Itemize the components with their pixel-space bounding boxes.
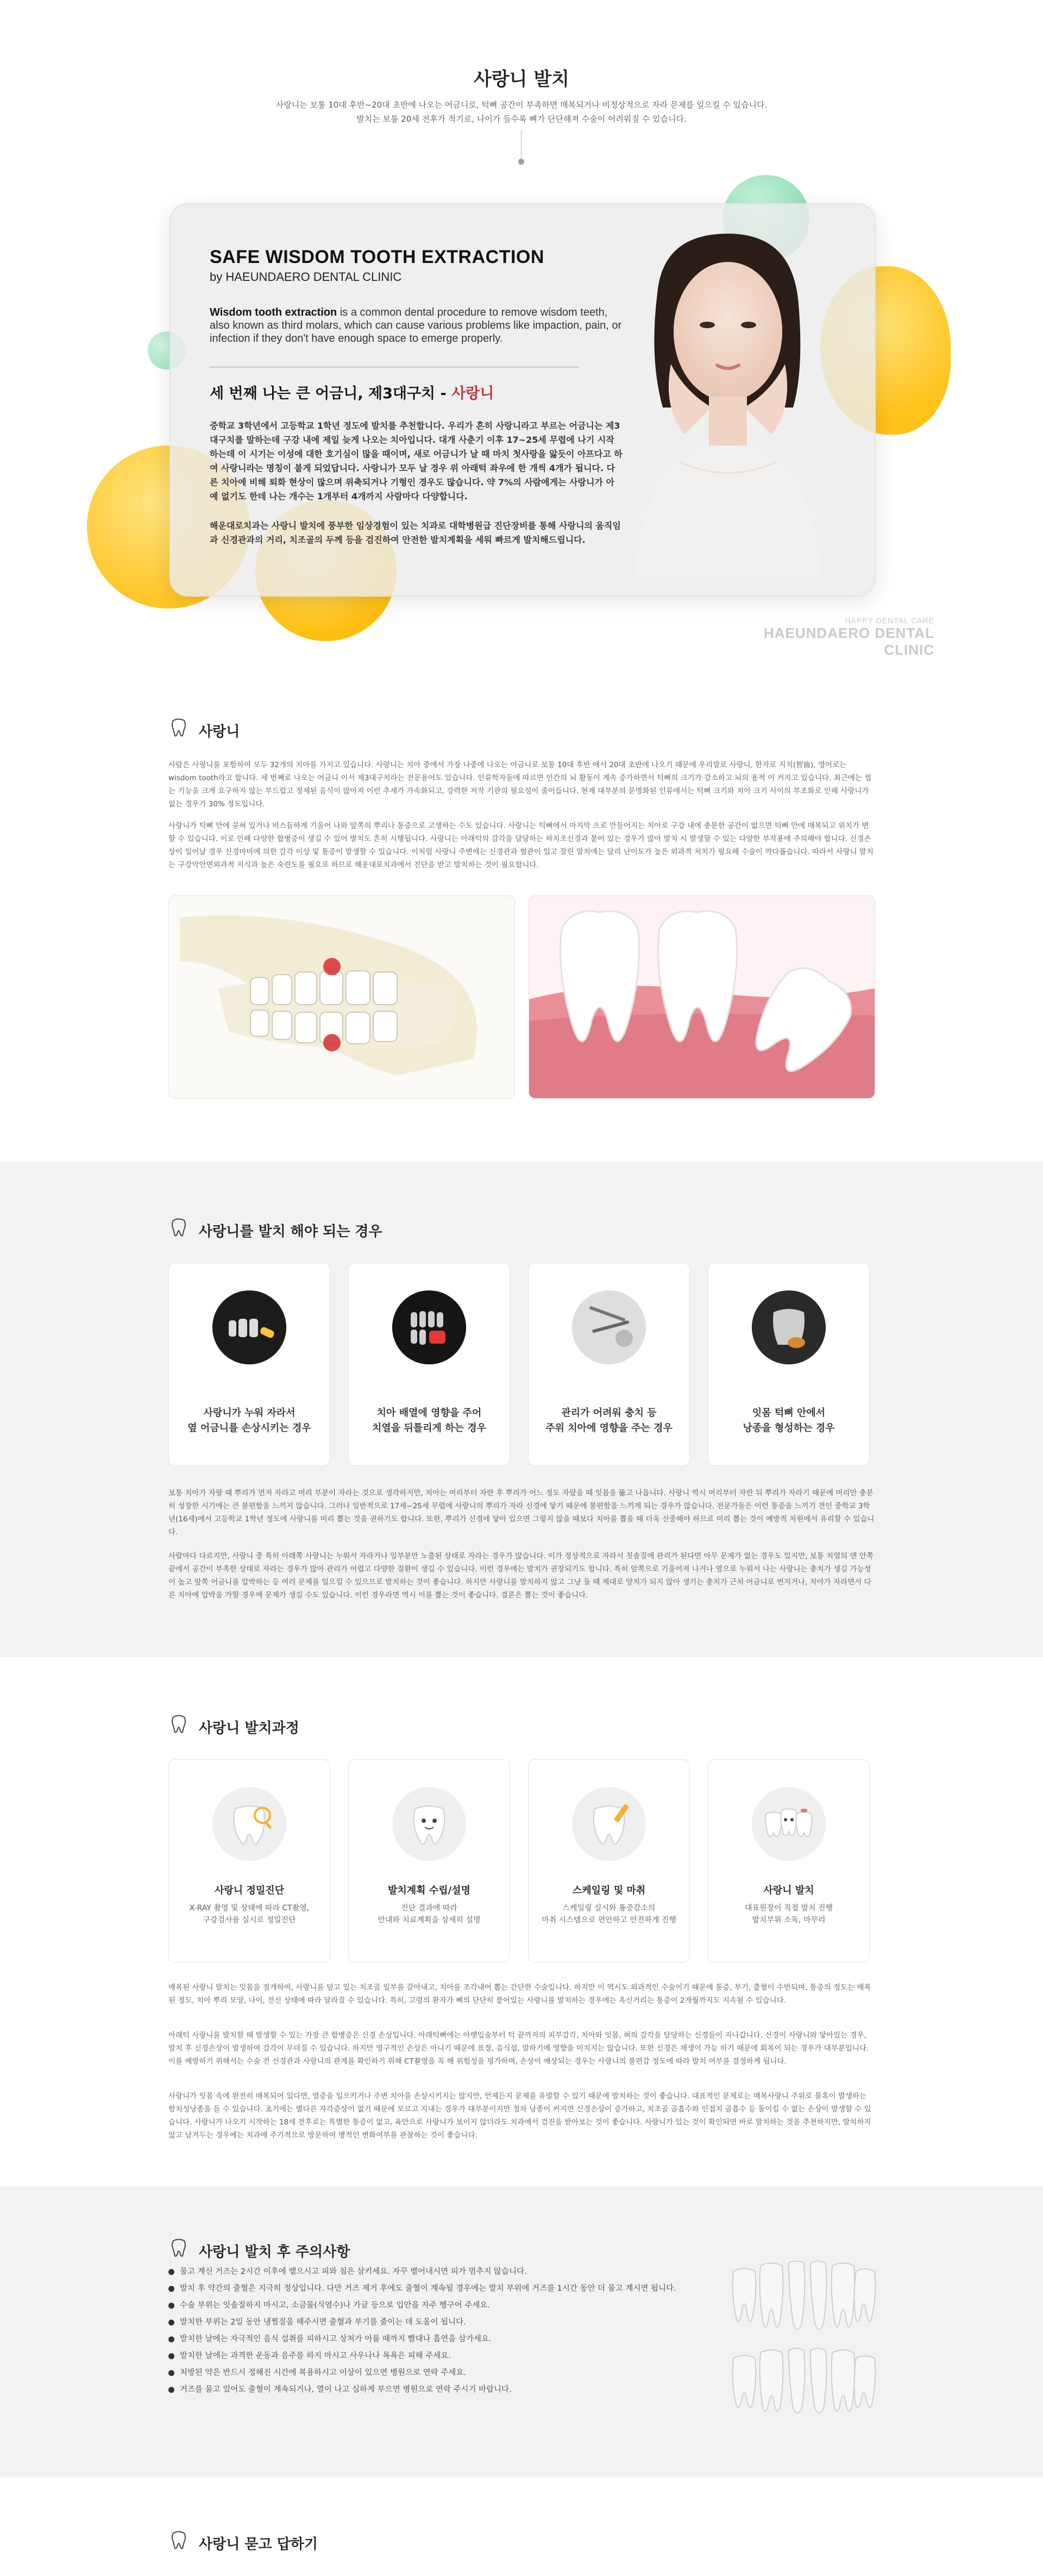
cyst-tooth-icon xyxy=(752,1290,826,1364)
process-paragraph-3: 사랑니가 잇몸 속에 완전히 매복되어 있다면, 염증을 일으키거나 주변 치아를 손상시키지는 않지만, 언제든지 문제를 유발할 수 있기 때문에 발치하는 것이 좋습니다. 대표적인 문제로는 매복사랑니 주위로 물혹이 발생하는 함치성낭종을 들 수 있습니다. 초기에는 별다른 자각증상이 없기 때문에 모르고 지내는 경우가 대부분이지만 점차 낭종이 커지면 신경손상이 증가하고, 치조골 골흡수와 인접치 골흡수 등 돌이킬 수 없는 손상이 발생할 수 있습니다. 사랑니가 나오기 시작하는 18세 전후로는 특별한 통증이 없고, 육안으로 사랑니가 보이지 않더라도 치과에서 검진을 받아보는 것이 좋습니다. 사랑니가 있는 것이 확인되면 바로 발치하는 것을 추천하지만, 발치하지 않고 남겨두는 경우에는 치과에 주기적으로 방문하여 병적인 변화여부를 관찰하는 것이 좋습니다. xyxy=(168,2092,871,2140)
tooth-logo-icon xyxy=(168,1714,189,1734)
process-card-4 xyxy=(708,1759,870,1963)
bullet-icon xyxy=(168,2370,174,2376)
process-paragraph-2: 아래턱 사랑니를 발치할 때 발생할 수 있는 가장 큰 합병증은 신경 손상입니다. 아래턱뼈에는 아랫입술부터 턱 끝까지의 피부감각, 치아와 잇몸, 혀의 감각을 담당하는 신경들이 지나갑니다. 신경이 사랑니와 닿아있는 경우, 발치 후 신경손상이 발생하여 감각이 무뎌질 수 있습니다. 하지만 영구적인 손상은 아니기 때문에 표정, 음식섭, 말하기에 영향을 미치지는 않습니다. 또한 신경은 재생이 가능 하기 때문에 회복이 되는 경우가 대부분입니다. 이를 예방하기 위해서는 수술 전 신경관과 사랑니의 관계를 확인하기 위해 CT촬영을 꼭 해 위험성을 평가하며, 손상이 예상되는 경우는 사랑니의 불편감 정도에 따라 발치 여부를 결정하게 됩니다. xyxy=(168,2031,869,2066)
process-2-desc-line-1: 진단 결과에 따라 xyxy=(401,1904,457,1913)
case-card-2 xyxy=(348,1263,510,1466)
feature-kr-heading-text: 세 번째 나는 큰 어금니, 제3대구치 - xyxy=(210,385,452,402)
case-2-line-2: 치열을 뒤틀리게 하는 경우 xyxy=(372,1422,487,1434)
case-card-4 xyxy=(708,1263,870,1466)
feature-kr-paragraph-2: 해운대로치과는 사랑니 발치에 풍부한 임상경험이 있는 치과로 대학병원급 진단장비를 통해 사랑니의 움직임과 신경관과의 거리, 치조골의 두께 등을 검진하여 안전한 발치계획을 세워 빠르게 발치해드립니다. xyxy=(210,521,621,545)
process-1-title: 사랑니 정밀진단 xyxy=(215,1885,284,1896)
process-4-desc-line-2: 발치부위 소독, 마무리 xyxy=(752,1916,826,1925)
page-title: 사랑니 발치 xyxy=(473,68,570,90)
cases-paragraph-2: 사람마다 다르지만, 사랑니 중 특히 아래쪽 사랑니는 누워서 자라거나 일부분만 노출된 상태로 자라는 경우가 많습니다. 이가 정상적으로 자라서 칫솔질에 관리가 된다면 아무 문제가 없는 경우도 있지만, 보통 치열의 맨 안쪽 끝에서 공간이 부족한 상태로 자라는 경우가 많아 관리가 어렵고 다양한 질환이 생길 수 있습니다. 이런 경우에는 발치가 권장되기도 합니다. 특히 앞쪽으로 기울어져 나거나 옆으로 누워서 나는 사랑니는 충치가 생길 가능성이 높고 앞쪽 어금니를 압박하는 등 여러 문제를 일으킬 수 있으므로 발치하는 것이 좋습니다. 하지만 사랑니를 발치하지 않고 그냥 둘 때 제대로 양치가 되지 않아 생기는 충치가 근처 어금니로 번지거나, 치아가 자라면서 다른 치아에 압박을 가할 경우에 문제가 생길 수도 있습니다. 이런 경우라면 역시 이를 뽑는 것이 좋습니다. 결론은 뽑는 것이 좋습니다. xyxy=(168,1552,874,1600)
process-paragraph-1: 매복된 사랑니 발치는 잇몸을 절개하여, 사랑니를 덮고 있는 치조골 일부를 갈아내고, 치아를 조각내어 뽑는 간단한 수술입니다. 하지만 이 역시도 외과적인 수술이기 때문에 통증, 부기, 출혈이 수반되며, 통증의 정도는 매복된 정도, 치아 뿌리 모양, 나이, 전신 상태에 따라 달라질 수 있습니다. 특히, 고령의 환자가 뼈의 단단히 붙어있는 사랑니를 발치하는 경우에는 옥신거리는 통증이 2개월까지도 지속될 수 있습니다. xyxy=(168,1983,871,2005)
case-text-3 xyxy=(529,1406,689,1436)
jaw-xray-illustration xyxy=(168,895,515,1099)
care-item-text: 물고 계신 거즈는 2시간 이후에 뱉으시고 피와 침은 삼키세요. 자꾸 뱉어내시면 피가 멈추지 않습니다. xyxy=(180,2267,527,2276)
xray-misaligned-teeth-icon xyxy=(392,1290,466,1364)
care-item-text: 발치한 부위는 2일 동안 냉찜질을 해주시면 출혈과 부기를 줄이는 데 도움이 됩니다. xyxy=(180,2318,466,2327)
impacted-tooth-illustration xyxy=(529,895,875,1099)
tooth-logo-icon xyxy=(168,2237,189,2258)
section-title-process: 사랑니 발치과정 xyxy=(199,1720,299,1737)
feature-en-desc-rest: is a common dental procedure to remove wisdom teeth, also known as third molars, which can cause various problems like impaction, pain, or infection if they don't have enough space to emerge properly. xyxy=(210,306,622,344)
process-3-desc xyxy=(529,1902,689,1926)
clinic-brand-mark xyxy=(717,616,934,659)
intro-line-1: 사랑니는 보통 10대 후반~20대 초반에 나오는 어금니로, 턱뼈 공간이 부족하면 매복되거나 비정상적으로 자라 문제를 일으킬 수 있습니다. xyxy=(275,100,768,110)
process-1-desc xyxy=(169,1902,330,1926)
care-item-text: 발치한 날에는 과격한 운동과 음주를 하지 마시고 사우나나 목욕은 피해 주세요. xyxy=(180,2352,451,2360)
tooth-syringe-icon xyxy=(572,1787,646,1861)
section-title-care: 사랑니 발치 후 주의사항 xyxy=(199,2244,350,2260)
teeth-group-icon xyxy=(752,1787,826,1861)
case-1-line-1: 사랑니가 누워 자라서 xyxy=(203,1407,296,1419)
case-2-line-1: 치아 배열에 영향을 주어 xyxy=(376,1407,482,1419)
tooth-logo-icon xyxy=(168,1217,189,1238)
tooth-explain-icon xyxy=(392,1787,466,1861)
section-title-cases: 사랑니를 발치 해야 되는 경우 xyxy=(199,1224,382,1240)
feature-kr-paragraph-1: 중학교 3학년에서 고등학교 1학년 정도에 발치를 추천합니다. 우리가 흔히 사랑니라고 부르는 어금니는 제3대구치를 말하는데 구강 내에 제일 늦게 나오는 치아입니다. 대개 사춘기 이후 17~25세 무렵에 나기 시작하는데 이 시기는 이성에 대한 호기심이 많을 때이며, 새로 어금니가 날 때 마치 첫사랑을 앓듯이 아프다고 하여 사랑니라는 명칭이 붙게 되었답니다. 사랑니가 모두 날 경우 위 아래턱 좌우에 한 개씩 4개가 됩니다. 다른 치아에 비해 퇴화 현상이 많으며 위축되거나 기형인 경우도 많습니다. 약 7%의 사람에게는 사랑니가 아예 없기도 한데 나는 개수는 1개부터 4개까지 사람마다 다양합니다. xyxy=(210,421,623,502)
feature-en-desc xyxy=(210,306,623,345)
feature-card-content xyxy=(210,247,623,547)
page-intro xyxy=(250,98,793,126)
bullet-icon xyxy=(168,2303,174,2309)
process-1-desc-line-2: 구강검사를 실시로 정밀진단 xyxy=(203,1916,296,1925)
process-3-desc-line-1: 스케일링 실시와 통증감소의 xyxy=(562,1904,656,1913)
list-item xyxy=(168,2280,679,2297)
process-2-desc xyxy=(349,1902,510,1926)
case-text-2 xyxy=(349,1406,510,1436)
list-item xyxy=(168,2348,679,2365)
case-3-line-1: 관리가 어려워 충치 등 xyxy=(561,1407,657,1419)
care-instructions-list xyxy=(168,2264,679,2398)
bullet-icon xyxy=(168,2286,174,2292)
case-text-1 xyxy=(169,1406,330,1436)
process-4-desc xyxy=(708,1902,869,1926)
process-4-desc-line-1: 대표원장이 직접 발치 진행 xyxy=(744,1904,833,1913)
case-card-1 xyxy=(168,1263,330,1466)
dental-tools-icon xyxy=(572,1290,646,1364)
divider-line xyxy=(521,130,522,161)
list-item xyxy=(168,2297,679,2314)
bullet-icon xyxy=(168,2387,174,2393)
list-item xyxy=(168,2314,679,2331)
case-3-line-2: 주위 치아에 영향을 주는 경우 xyxy=(545,1422,673,1434)
case-card-3 xyxy=(528,1263,690,1466)
process-2-desc-line-2: 안내와 치료계획을 상세히 설명 xyxy=(378,1916,481,1925)
feature-kr-heading-accent: 사랑니 xyxy=(451,385,494,402)
tooth-logo-icon xyxy=(168,717,189,738)
care-item-text: 발치한 날에는 자극적인 음식 섭취를 피하시고 상처가 아물 때까지 빨대나 흡연을 삼가세요. xyxy=(180,2335,492,2343)
process-card-3 xyxy=(528,1759,690,1963)
xray-lying-tooth-icon xyxy=(212,1290,286,1364)
process-card-2 xyxy=(348,1759,510,1963)
bullet-icon xyxy=(168,2353,174,2359)
about-paragraph-2: 사랑니가 턱뼈 안에 묻혀 있거나 비스듬하게 기울어 나와 앞쪽의 뿌리나 통증으로 고생하는 수도 있습니다. 사랑니는 턱뼈에서 마지막 으로 만들어지는 치아로 구강 내에 충분한 공간이 없으면 턱뼈 안에 매복되고 위치가 변할 수 있습니다. 이로 인해 다양한 합병증이 생길 수 있어 발치도 흔히 시행됩니다. 사랑니는 아래턱의 감각을 담당하는 하치조신경과 붙어 있는 경우가 많아 발치 시 발생할 수 있는 다양한 부작용에 주의해야 합니다. 신경손상이 일어날 경우 신경마비에 의한 감각 이상 및 통증이 발생할 수 있습니다. 이처럼 사랑니 주변에는 신경관과 혈관이 있고 잘린 발치에는 달리 난이도가 높은 외과적 처치가 필요해 수술이 까다롭습니다. 따라서 사랑니 발치는 구강악안면외과적 지식과 높은 숙련도를 필요로 하므로 해운대로치과에서 진단을 받고 발치하는 것이 필요합니다. xyxy=(168,822,874,869)
brand-tagline: HAPPY DENTAL CARE xyxy=(845,616,934,625)
impacted-tooth-icon xyxy=(529,896,875,1098)
process-1-desc-line-1: X-RAY 촬영 및 상태에 따라 CT촬영, xyxy=(189,1904,310,1913)
feature-en-subtitle: by HAEUNDAERO DENTAL CLINIC xyxy=(210,270,402,284)
list-item xyxy=(168,2365,679,2381)
jaw-illustration-icon xyxy=(169,896,514,1098)
process-3-desc-line-2: 마취 시스템으로 편안하고 안전하게 진행 xyxy=(542,1916,676,1925)
feature-en-title: SAFE WISDOM TOOTH EXTRACTION xyxy=(210,247,544,267)
list-item xyxy=(168,2264,679,2280)
case-4-line-1: 잇몸 턱뼈 안에서 xyxy=(752,1407,826,1419)
bullet-icon xyxy=(168,2320,174,2326)
process-4-title: 사랑니 발치 xyxy=(763,1885,814,1896)
care-item-text: 처방된 약은 반드시 정해진 시간에 복용하시고 이상이 있으면 병원으로 연락 주세요. xyxy=(180,2368,466,2377)
care-item-text: 수술 부위는 잇솔질하지 마시고, 소금물(식염수)나 가글 등으로 입안을 자주 헹구어 주세요. xyxy=(180,2301,490,2310)
bullet-icon xyxy=(168,2336,174,2342)
bullet-icon xyxy=(168,2269,174,2275)
tooth-magnifier-icon xyxy=(212,1787,286,1861)
feature-en-desc-bold: Wisdom tooth extraction xyxy=(210,306,337,318)
feature-kr-heading xyxy=(210,381,623,403)
process-card-1 xyxy=(168,1759,330,1963)
teeth-row-illustration xyxy=(728,2255,880,2418)
case-1-line-2: 옆 어금니를 손상시키는 경우 xyxy=(187,1422,311,1434)
process-2-title: 발치계획 수립/설명 xyxy=(388,1885,470,1896)
model-portrait-image xyxy=(619,228,831,576)
cases-paragraph-1: 보통 치아가 자랄 때 뿌리가 먼저 자라고 머리 부분이 자라는 것으로 생각하지만, 치아는 머리부터 자란 후 뿌리가 어느 정도 자랐을 때 잇몸을 뚫고 나옵니다. 사랑니 역시 머리부터 자란 뒤 뿌리가 자라기 때문에 머리만 충분히 성장한 시기에는 큰 불편함을 느끼지 않습니다. 그러나 일반적으로 17세~25세 무렵에 사랑니의 뿌리가 자라 신경에 닿기 때문에 불편함을 느끼게 되는 경우가 많습니다. 전문가들은 이런 통증을 느끼기 전인 중학교 3학년(16세)에서 고등학교 1학년 정도에 사랑니를 미리 뽑는 것을 권하기도 합니다. 또한, 뿌리가 신경에 닿아 있으면 그렇지 않을 때보다 치아를 뽑을 때 더욱 신중해야 하므로 미리 뽑는 것이 예방적 차원에서 유리할 수 있습니다. xyxy=(168,1489,875,1537)
case-4-line-2: 낭종을 형성하는 경우 xyxy=(743,1422,835,1434)
case-text-4 xyxy=(708,1406,869,1436)
list-item xyxy=(168,2331,679,2348)
tooth-logo-icon xyxy=(168,2530,189,2550)
process-3-title: 스케일링 및 마취 xyxy=(572,1885,646,1896)
list-item xyxy=(168,2381,679,2398)
section-title-faq: 사랑니 묻고 답하기 xyxy=(199,2536,318,2553)
about-paragraph-1: 사람은 사랑니를 포함하여 모두 32개의 치아를 가지고 있습니다. 사랑니는 치아 중에서 가장 나중에 나오는 어금니로 보통 10대 후반 에서 20대 초반에 나오기 때문에 우리말로 사랑니, 한자로 지치(智齒), 영어로는 wisdom tooth라고 합니다. 세 번째로 나오는 어금니 이서 제3대구치라는 전문용어도 있습니다. 인류학자들에 따르면 인간의 뇌 활동이 계속 증가하면서 턱뼈의 크기가 감소하고 뇌의 용적 이 커지고 있습니다. 최근에는 씹는 기능을 크게 요구하지 않는 부드럽고 정제된 음식이 많아져 이런 추세가 가속화되고, 강력한 저작 기관의 필요성이 줄어듭니다. 현재 대부분의 문명화된 인류에서는 턱뼈 크기와 치아 크기 사이의 부조화로 인해 사랑니가 없는 경우가 30% 정도입니다. xyxy=(168,761,872,808)
intro-line-2: 발치는 보통 20세 전후가 적기로, 나이가 들수록 뼈가 단단해져 수술이 어려워질 수 있습니다. xyxy=(356,114,687,124)
care-item-text: 발치 후 약간의 출혈은 지극히 정상입니다. 다만 거즈 제거 후에도 출혈이 계속될 경우에는 발치 부위에 거즈를 1시간 동안 더 물고 계시면 됩니다. xyxy=(180,2284,676,2293)
care-item-text: 거즈를 물고 있어도 출혈이 계속되거나, 열이 나고 심하게 부으면 병원으로 연락 주시기 바랍니다. xyxy=(180,2385,512,2394)
brand-name: HAEUNDAERO DENTAL CLINIC xyxy=(763,625,934,658)
divider-dot xyxy=(518,159,524,165)
feature-card xyxy=(169,203,876,597)
section-title-about: 사랑니 xyxy=(199,724,240,740)
